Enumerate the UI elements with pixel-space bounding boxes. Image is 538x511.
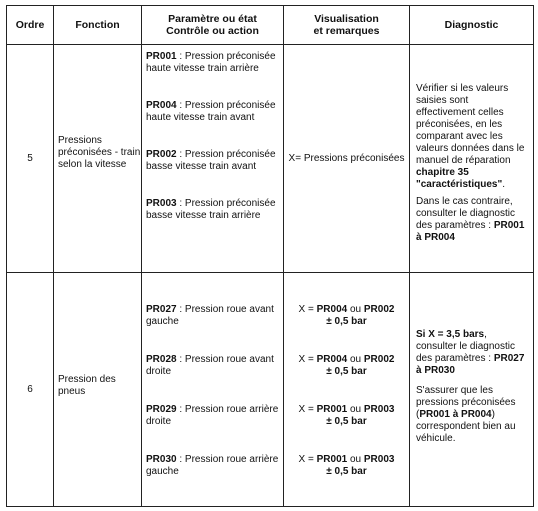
row5-param-2: PR004 : Pression préconisée haute vitesse train avant [146, 100, 276, 123]
row5-param-4: PR003 : Pression préconisée basse vitesse train arrière [146, 198, 276, 221]
row5-ordre: 5 [7, 45, 54, 273]
header-visualisation: Visualisation et remarques [284, 6, 410, 45]
table-row-6 [7, 273, 534, 507]
header-fonction: Fonction [54, 6, 142, 45]
header-row [7, 6, 534, 45]
row6-vis-4: X = PR001 ou PR003 ± 0,5 bar [298, 454, 395, 477]
row6-diagnostic-2: S'assurer que les pressions préconisées (PR001 à PR004) correspondent bien au véhicule. [416, 385, 516, 444]
row6-param-4: PR030 : Pression roue arrière gauche [146, 454, 279, 477]
row6-visualisation-cell [284, 273, 410, 507]
row6-params-cell [142, 273, 284, 507]
row5-diagnostic-1: Vérifier si les valeurs saisies sont effectivement celles préconisées, en les comparant avec les valeurs données dans le manuel de réparation chapitre 35 "caractéristiques". [416, 83, 525, 190]
row5-visualisation-cell [284, 45, 410, 273]
parameters-table [6, 5, 534, 507]
header-diagnostic: Diagnostic [410, 6, 534, 45]
row6-vis-3: X = PR001 ou PR003 ± 0,5 bar [298, 404, 395, 427]
row6-diagnostic-cell [410, 273, 534, 507]
row5-fonction-cell [54, 45, 142, 273]
row5-param-1: PR001 : Pression préconisée haute vitesse train arrière [146, 51, 276, 74]
row6-diagnostic-1: Si X = 3,5 bars, consulter le diagnostic des paramètres : PR027 à PR030 [416, 329, 525, 376]
row6-fonction: Pression des pneus [58, 374, 116, 397]
row5-params-cell [142, 45, 284, 273]
row5-diagnostic-cell [410, 45, 534, 273]
row5-visualisation: X= Pressions préconisées [288, 153, 405, 164]
header-ordre: Ordre [7, 6, 54, 45]
row6-vis-1: X = PR004 ou PR002 ± 0,5 bar [298, 304, 395, 327]
row5-fonction: Pressions préconisées - train selon la vitesse [58, 135, 141, 170]
row6-fonction-cell [54, 273, 142, 507]
row5-param-3: PR002 : Pression préconisée basse vitesse train avant [146, 149, 276, 172]
table-row-5 [7, 45, 534, 273]
header-parametre: Paramètre ou état Contrôle ou action [142, 6, 284, 45]
row6-param-3: PR029 : Pression roue arrière droite [146, 404, 279, 427]
row6-ordre: 6 [7, 273, 54, 507]
row6-param-1: PR027 : Pression roue avant gauche [146, 304, 274, 327]
row6-param-2: PR028 : Pression roue avant droite [146, 354, 274, 377]
row6-vis-2: X = PR004 ou PR002 ± 0,5 bar [298, 354, 395, 377]
row5-diagnostic-2: Dans le cas contraire, consulter le diagnostic des paramètres : PR001 à PR004 [416, 196, 525, 243]
